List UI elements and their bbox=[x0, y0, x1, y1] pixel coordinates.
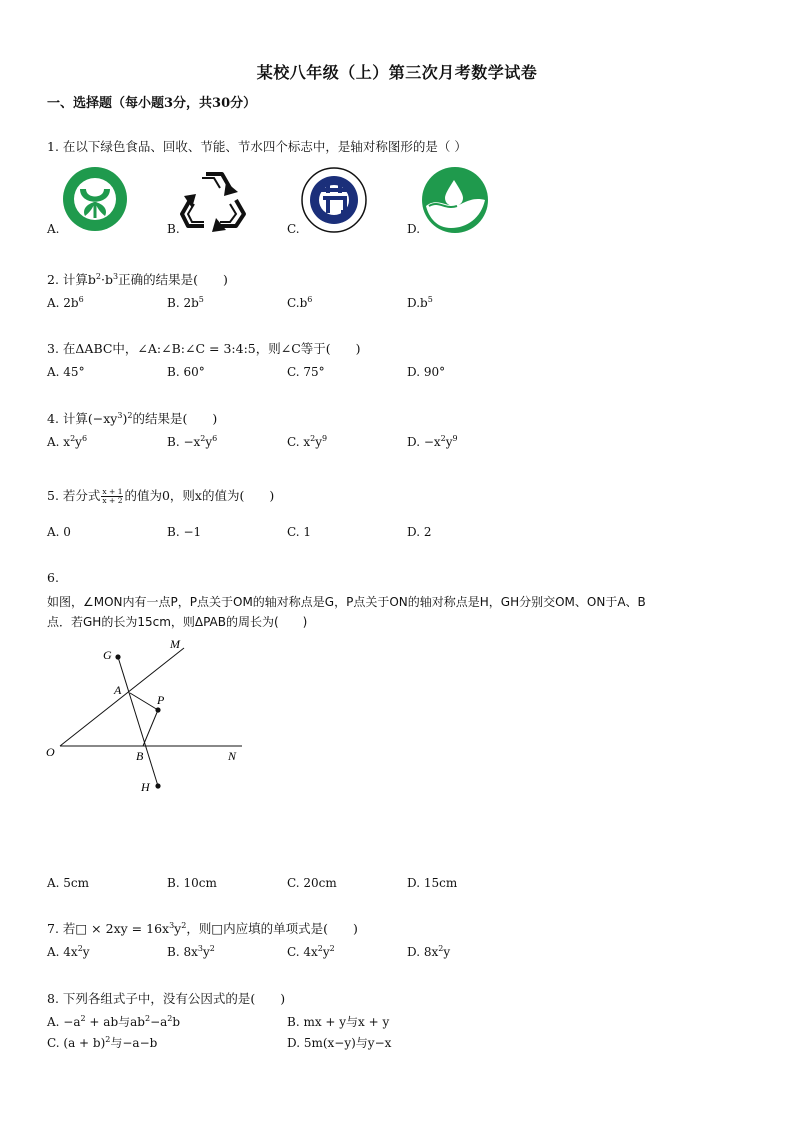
question-3-stem: 3. 在ΔABC中，∠A:∠B:∠C = 3:4:5，则∠C等于( ) bbox=[47, 341, 361, 356]
question-6-option-c[interactable]: C. 20cm bbox=[287, 876, 337, 890]
question-7-option-d[interactable]: D. $8x^2y$ bbox=[407, 944, 451, 959]
geometry-figure bbox=[40, 630, 260, 800]
segment-ap bbox=[130, 693, 158, 710]
ray-om bbox=[60, 648, 184, 746]
section-heading: 一、选择题（每小题3分，共30分） bbox=[47, 96, 257, 111]
question-6-number: 6. bbox=[47, 570, 59, 585]
energy-saving-logo-icon bbox=[300, 166, 368, 234]
question-7-option-b[interactable]: B. $8x^3y^2$ bbox=[167, 944, 215, 959]
question-4-option-d[interactable]: D. $-x^2y^9$ bbox=[407, 434, 458, 449]
question-8-stem: 8. 下列各组式子中，没有公因式的是( ) bbox=[47, 991, 286, 1006]
green-food-logo-icon bbox=[60, 166, 130, 232]
question-8-option-d[interactable]: D. 5m(x−y)与y−x bbox=[287, 1036, 392, 1050]
fraction: $\frac{x + 1}{x + 2}$ bbox=[102, 487, 123, 505]
question-5-option-d[interactable]: D. 2 bbox=[407, 525, 432, 539]
question-6-line-1: 如图，∠MON内有一点P，P点关于OM的轴对称点是G，P点关于ON的轴对称点是H，GH分别交OM、ON于A、B bbox=[47, 595, 646, 609]
page-title: 某校八年级（上）第三次月考数学试卷 bbox=[256, 63, 538, 82]
question-3-option-b[interactable]: B. 60° bbox=[167, 365, 205, 379]
question-7-option-c[interactable]: C. $4x^2y^2$ bbox=[287, 944, 335, 959]
question-1-option-b[interactable]: B. bbox=[167, 222, 180, 236]
question-6-line-2: 点．若GH的长为15cm，则ΔPAB的周长为( ) bbox=[47, 615, 308, 629]
question-4-stem: 4. 计算$(-xy^3)^2$的结果是( ) bbox=[47, 411, 218, 426]
question-1-option-c[interactable]: C. bbox=[287, 222, 300, 236]
question-1-option-a[interactable]: A. bbox=[47, 222, 60, 236]
label-o: O bbox=[46, 745, 55, 759]
point-g bbox=[115, 654, 120, 659]
question-4-option-b[interactable]: B. $-x^2y^6$ bbox=[167, 434, 218, 449]
question-7-option-a[interactable]: A. $4x^2y$ bbox=[47, 944, 90, 959]
question-4-option-a[interactable]: A. $x^2y^6$ bbox=[47, 434, 88, 449]
question-8-option-a[interactable]: A. $-a^2$ + ab与$ab^2-a^2b$ bbox=[47, 1014, 181, 1029]
question-5-stem: 5. 若分式 $\frac{x + 1}{x + 2}$ 的值为0，则x的值为( ) bbox=[47, 487, 275, 505]
question-3-option-a[interactable]: A. 45° bbox=[47, 365, 85, 379]
question-6-option-b[interactable]: B. 10cm bbox=[167, 876, 217, 890]
question-5-option-a[interactable]: A. 0 bbox=[47, 525, 71, 539]
question-1-stem: 1. 在以下绿色食品、回收、节能、节水四个标志中，是轴对称图形的是（ ） bbox=[47, 139, 467, 154]
question-1-option-d[interactable]: D. bbox=[407, 222, 421, 236]
question-2-option-a[interactable]: A. $2b^6$ bbox=[47, 295, 84, 310]
question-2-option-d[interactable]: $D.b^5$ bbox=[407, 295, 433, 310]
label-p: P bbox=[157, 693, 165, 707]
label-g: G bbox=[103, 648, 112, 662]
point-h bbox=[155, 783, 160, 788]
question-3-option-d[interactable]: D. 90° bbox=[407, 365, 446, 379]
label-b: B bbox=[136, 749, 144, 763]
question-2-stem: 2. 计算$b^2\cdot b^3$正确的结果是( ) bbox=[47, 272, 228, 287]
recycle-logo-icon bbox=[180, 166, 248, 232]
question-5-option-b[interactable]: B. −1 bbox=[167, 525, 202, 539]
question-5-option-c[interactable]: C. 1 bbox=[287, 525, 312, 539]
segment-gh bbox=[118, 657, 158, 786]
question-2-option-c[interactable]: $C.b^6$ bbox=[287, 295, 313, 310]
question-7-stem: 7. 若□ × $2xy = 16x^3y^2$，则□内应填的单项式是( ) bbox=[47, 921, 358, 936]
question-3-option-c[interactable]: C. 75° bbox=[287, 365, 325, 379]
label-n: N bbox=[228, 749, 237, 763]
water-saving-logo-icon bbox=[421, 166, 489, 234]
question-8-option-c[interactable]: C. $(a + b)^2$与−a−b bbox=[47, 1035, 158, 1050]
question-2-option-b[interactable]: B. $2b^5$ bbox=[167, 295, 204, 310]
segment-bp bbox=[143, 710, 158, 746]
question-8-option-b[interactable]: B. mx + y与x + y bbox=[287, 1015, 390, 1029]
question-6-option-d[interactable]: D. 15cm bbox=[407, 876, 458, 890]
question-4-option-c[interactable]: C. $x^2y^9$ bbox=[287, 434, 328, 449]
label-m: M bbox=[170, 637, 180, 651]
point-p bbox=[155, 707, 160, 712]
label-a: A bbox=[114, 683, 122, 697]
label-h: H bbox=[141, 780, 150, 794]
question-6-option-a[interactable]: A. 5cm bbox=[47, 876, 90, 890]
